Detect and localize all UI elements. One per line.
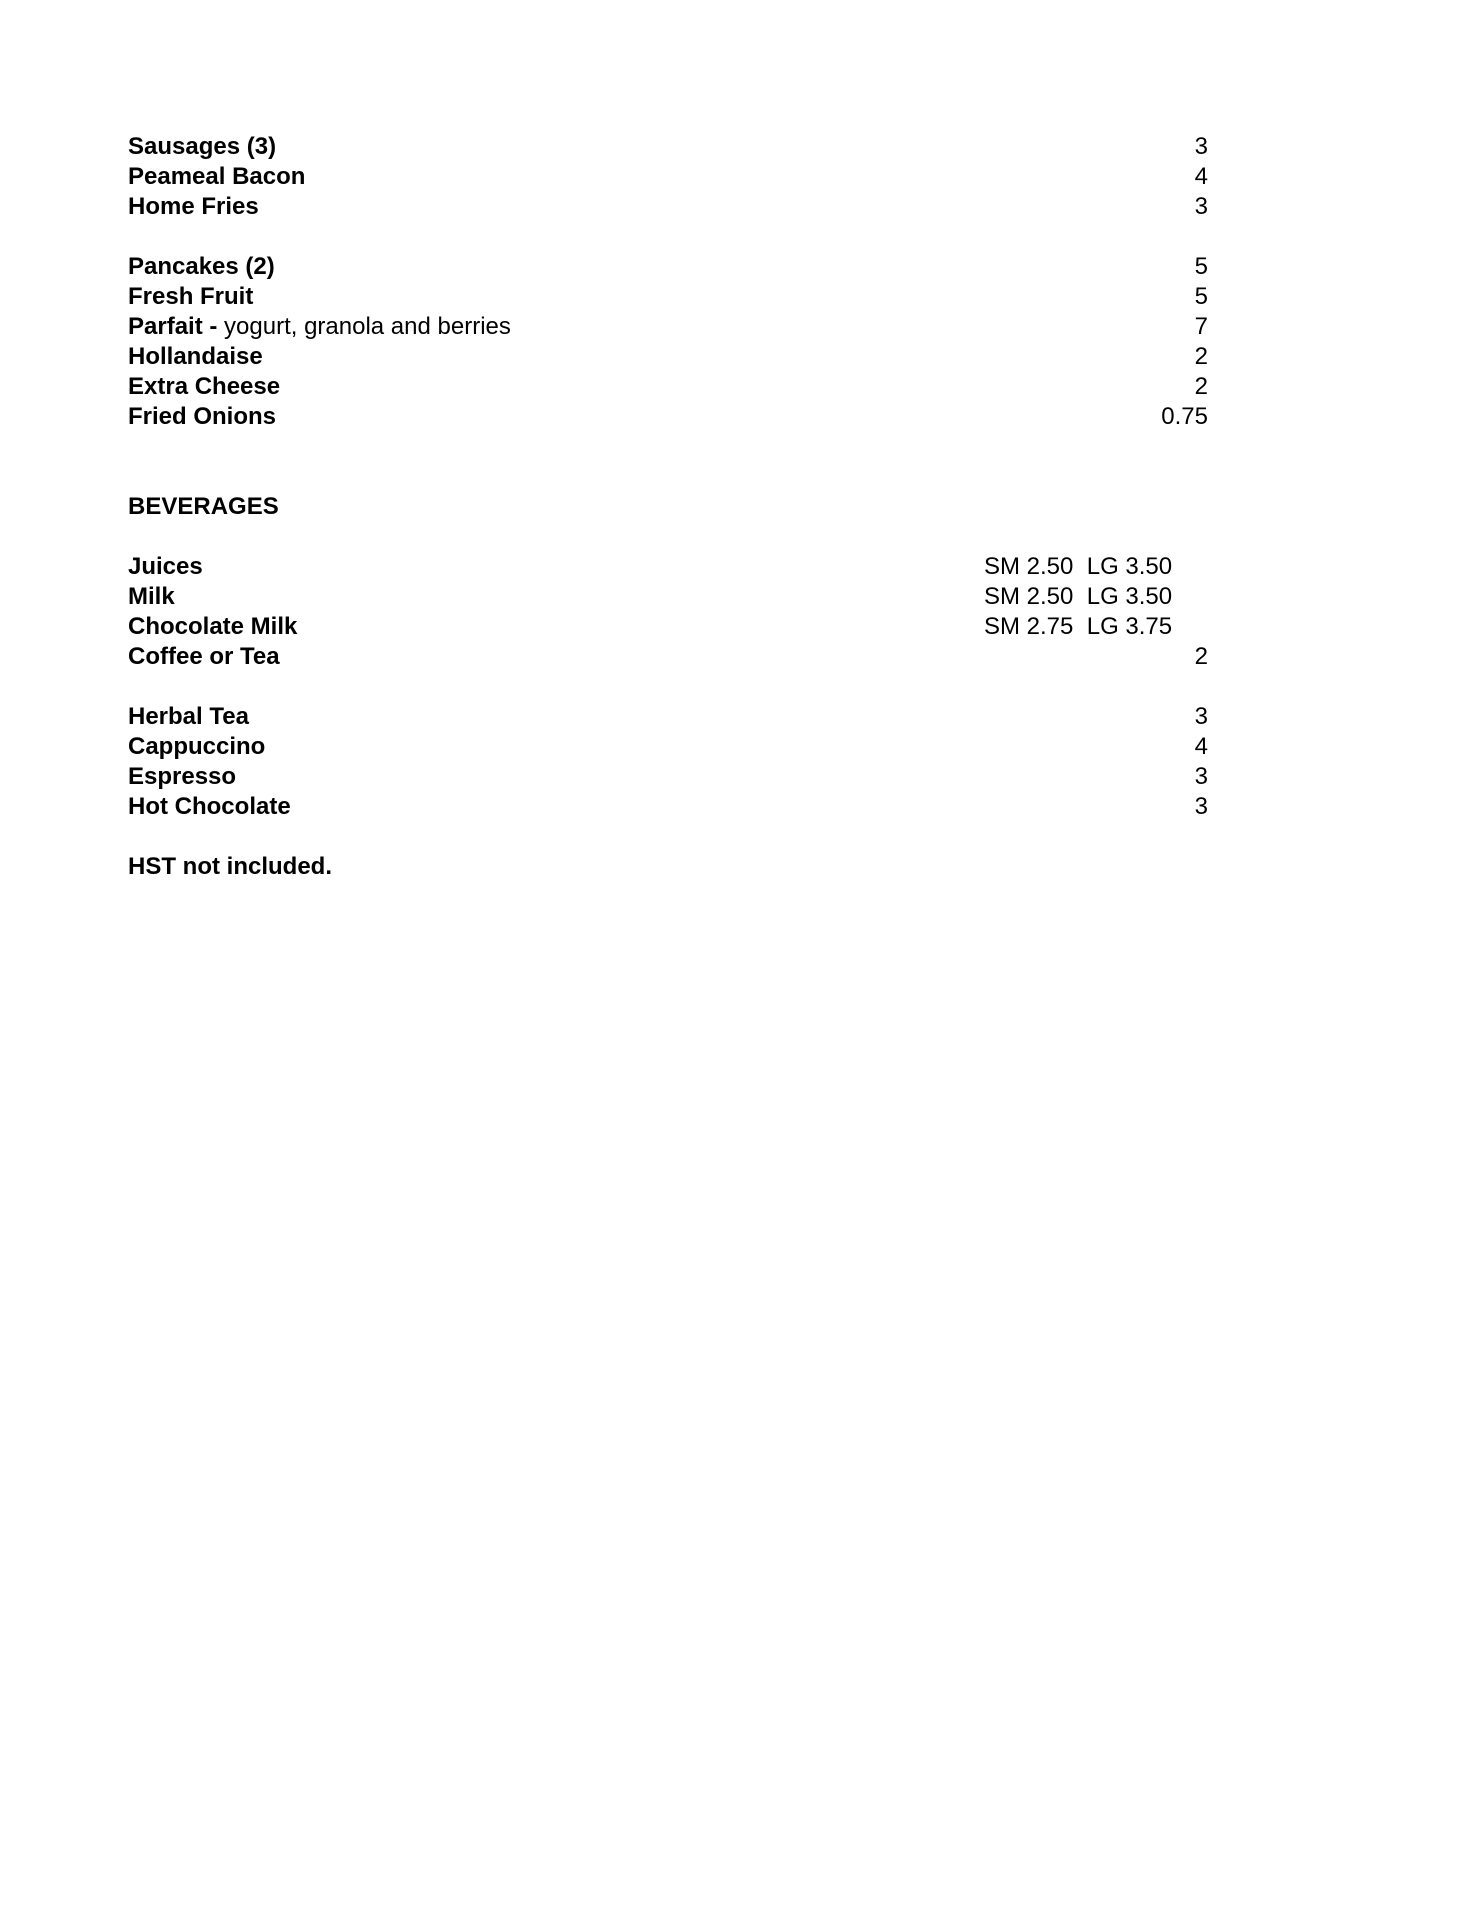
menu-item-sausages: [128, 132, 1208, 162]
item-name: Espresso: [128, 763, 237, 790]
menu-item-fresh-fruit: [128, 282, 1208, 312]
item-name: Hot Chocolate: [128, 793, 291, 820]
item-price: 0.75: [1161, 403, 1208, 430]
menu-item-milk: [128, 582, 1208, 612]
item-name: Parfait -: [128, 313, 218, 340]
menu-item-home-fries: [128, 192, 1208, 222]
menu-item-parfait: [128, 312, 1208, 342]
menu-item-cappuccino: [128, 732, 1208, 762]
menu-item-hot-chocolate: [128, 792, 1208, 822]
item-name: Extra Cheese: [128, 373, 281, 400]
item-size-prices: SM 2.50 LG 3.50: [984, 553, 1173, 580]
item-name: Juices: [128, 553, 203, 580]
item-price: 3: [1194, 703, 1208, 730]
item-price: 3: [1194, 763, 1208, 790]
item-size-prices: SM 2.75 LG 3.75: [984, 613, 1173, 640]
item-name: Hollandaise: [128, 343, 263, 370]
item-price: 5: [1194, 253, 1208, 280]
item-price: 5: [1194, 283, 1208, 310]
item-price: 3: [1194, 793, 1208, 820]
menu-item-coffee-or-tea: [128, 642, 1208, 672]
menu-item-extra-cheese: [128, 372, 1208, 402]
item-size-prices: SM 2.50 LG 3.50: [984, 583, 1173, 610]
item-price: 7: [1194, 313, 1208, 340]
item-name: Fried Onions: [128, 403, 277, 430]
menu-item-juices: [128, 552, 1208, 582]
item-name: Cappuccino: [128, 733, 266, 760]
item-name: Chocolate Milk: [128, 613, 298, 640]
item-name: Home Fries: [128, 193, 259, 220]
item-price: 3: [1194, 133, 1208, 160]
item-price: 4: [1194, 163, 1208, 190]
item-name: Herbal Tea: [128, 703, 249, 730]
item-name: Milk: [128, 583, 175, 610]
item-name: Sausages (3): [128, 133, 277, 160]
menu-item-hollandaise: [128, 342, 1208, 372]
item-name-with-description: [128, 312, 511, 342]
item-price: 2: [1194, 373, 1208, 400]
menu-item-chocolate-milk: [128, 612, 1208, 642]
item-price: 4: [1194, 733, 1208, 760]
menu-item-pancakes: [128, 252, 1208, 282]
item-name: Fresh Fruit: [128, 283, 254, 310]
item-name: Coffee or Tea: [128, 643, 280, 670]
item-price: 3: [1194, 193, 1208, 220]
tax-note: HST not included.: [128, 853, 332, 880]
item-name: Pancakes (2): [128, 253, 275, 280]
item-description: yogurt, granola and berries: [224, 313, 511, 340]
menu-item-herbal-tea: [128, 702, 1208, 732]
menu-item-peameal-bacon: [128, 162, 1208, 192]
item-price: 2: [1194, 643, 1208, 670]
item-name: Peameal Bacon: [128, 163, 306, 190]
menu-item-espresso: [128, 762, 1208, 792]
section-heading-beverages: BEVERAGES: [128, 493, 279, 520]
item-price: 2: [1194, 343, 1208, 370]
menu-item-fried-onions: [128, 402, 1208, 432]
